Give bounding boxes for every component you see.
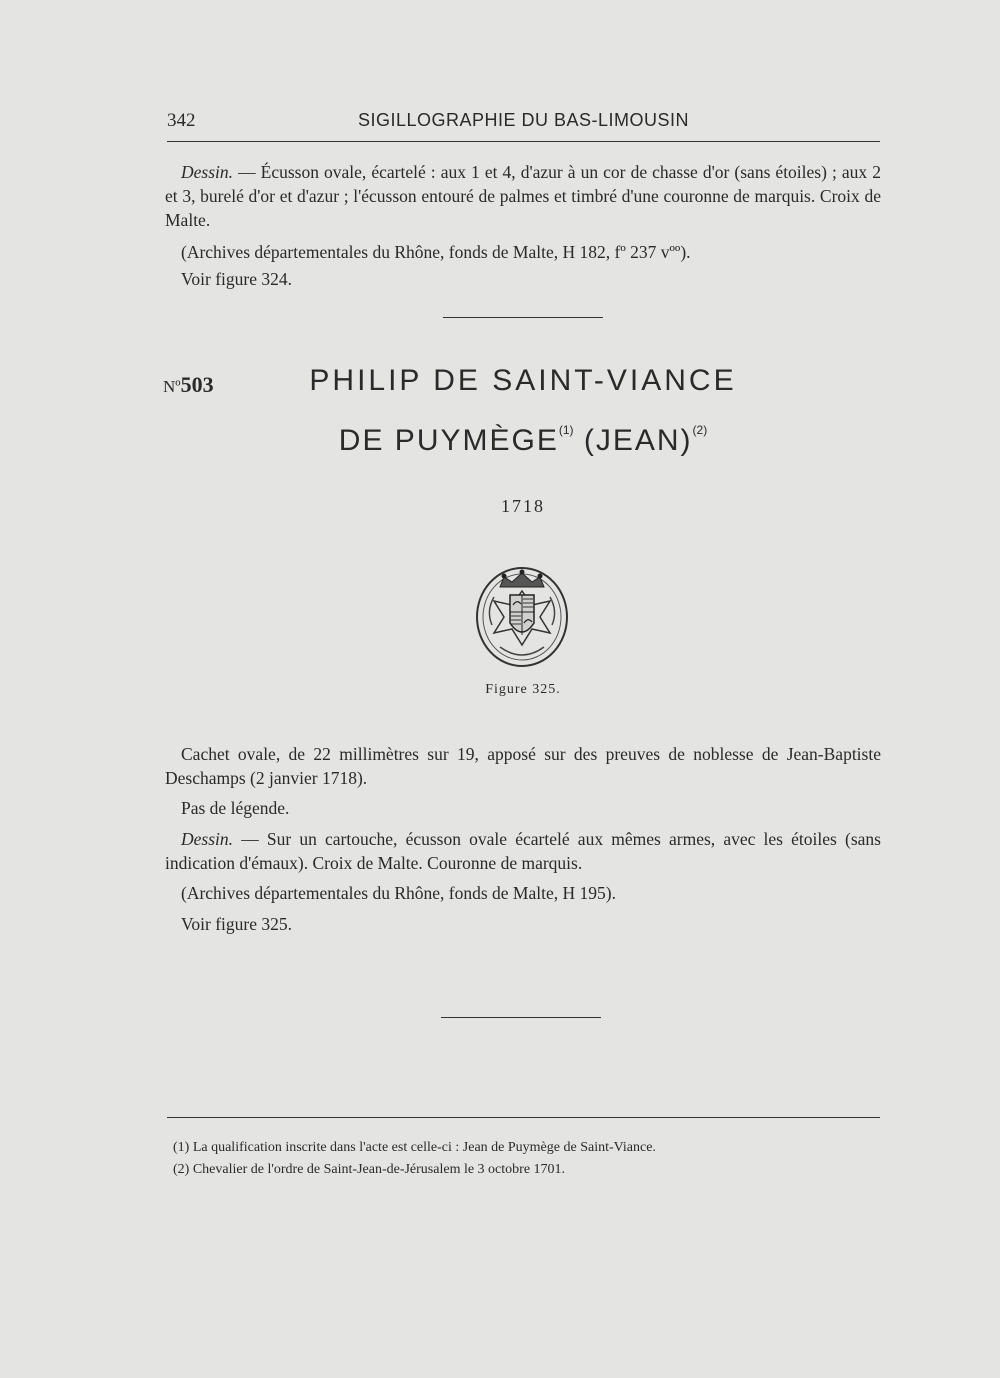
entry-title-line2: DE PUYMÈGE$^{(1)}$ (JEAN)$^{(2)}$ [338, 423, 708, 457]
dessin-text-2: — Sur un cartouche, écusson ovale écartelé aux mêmes armes, avec les étoiles (sans indication d'émaux). Croix de Malte. Couronne de marquis. [165, 829, 881, 873]
entry-date: 1718 [501, 496, 545, 516]
footnote-ref-2[interactable]: (2) [692, 423, 708, 437]
header-rule [167, 141, 880, 142]
end-divider [441, 1017, 601, 1018]
page-number: 342 [167, 110, 196, 131]
voir-figure-top: Voir figure 324. [181, 269, 292, 289]
legend-paragraph: Pas de légende. [181, 798, 290, 818]
entry-number: Nº503 [163, 372, 214, 397]
footnote-rule [167, 1117, 880, 1118]
section-divider [443, 317, 603, 318]
footnote-2: (2) Chevalier de l'ordre de Saint-Jean-de-Jérusalem le 3 octobre 1701. [173, 1162, 566, 1177]
dessin-label: Dessin. [181, 162, 234, 182]
seal-illustration [474, 565, 570, 669]
archives-paragraph-top: (Archives départementales du Rhône, fonds de Malte, H 182, fº 237 vºº). [181, 242, 691, 262]
footnote-1: (1) La qualification inscrite dans l'acte est celle-ci : Jean de Puymège de Saint-Viance. [173, 1140, 656, 1155]
running-title: SIGILLOGRAPHIE DU BAS-LIMOUSIN [357, 110, 690, 130]
dessin-paragraph [165, 827, 881, 875]
dessin-paragraph-top [165, 160, 881, 232]
page-header [167, 110, 880, 134]
dessin-label-2: Dessin. [181, 829, 234, 849]
figure-caption: Figure 325. [485, 682, 561, 697]
description-paragraph: Cachet ovale, de 22 millimètres sur 19, apposé sur des preuves de noblesse de Jean-Baptiste Deschamps (2 janvier 1718). [165, 744, 881, 788]
dessin-text: — Écusson ovale, écartelé : aux 1 et 4, d'azur à un cor de chasse d'or (sans étoiles) ; aux 2 et 3, burelé d'or et d'azur ; l'écusson entouré de palmes et timbré d'une couronne de marquis. Croix de Malte. [165, 162, 881, 230]
archives-paragraph: (Archives départementales du Rhône, fonds de Malte, H 195). [181, 883, 616, 903]
voir-figure: Voir figure 325. [181, 914, 292, 934]
footnote-ref-1[interactable]: (1) [558, 423, 574, 437]
entry-title-line1: PHILIP DE SAINT-VIANCE [309, 364, 737, 397]
